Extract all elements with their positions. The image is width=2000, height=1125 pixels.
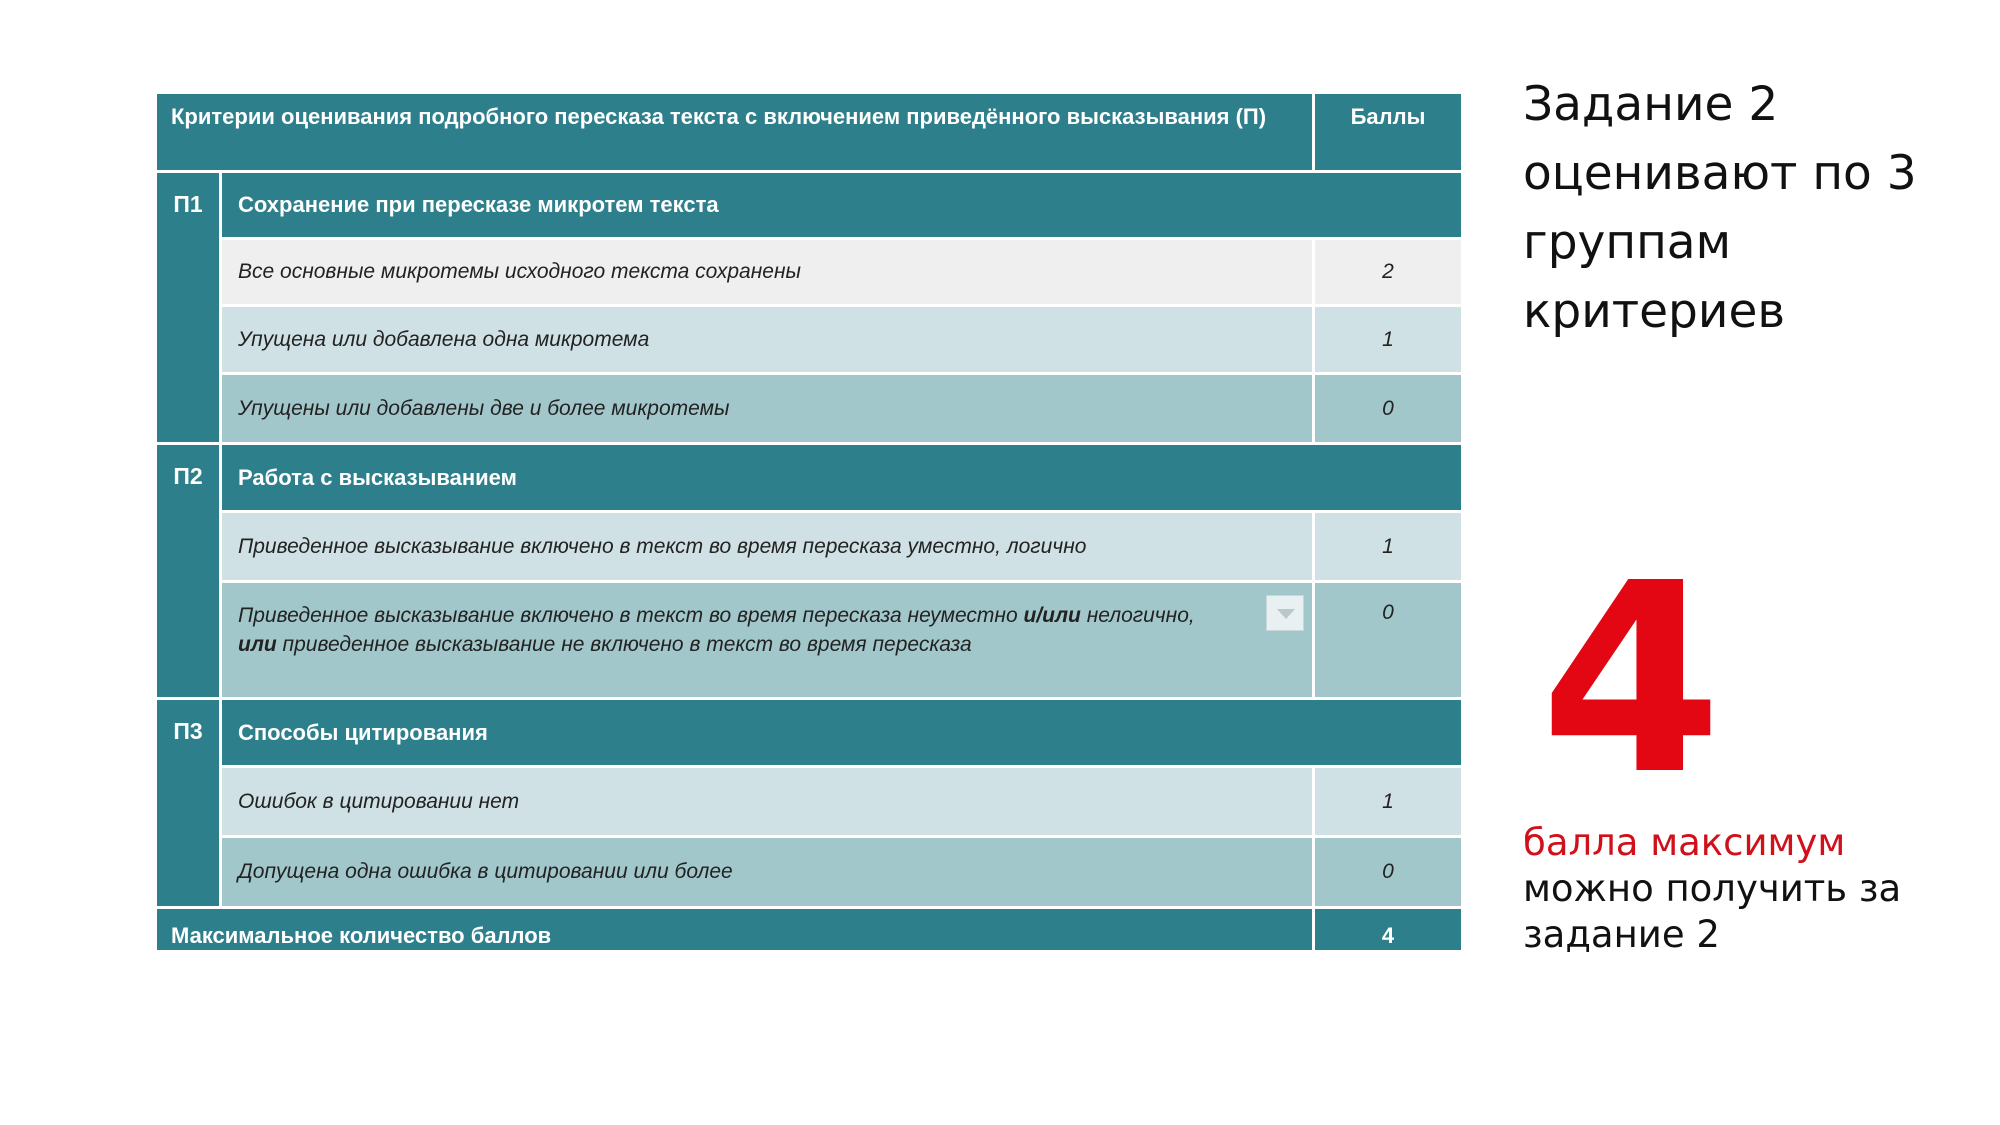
total-label: Максимальное количество баллов — [157, 909, 1312, 950]
table-header-row — [157, 94, 1461, 170]
chevron-down-icon[interactable] — [1266, 595, 1304, 631]
table-row — [222, 838, 1461, 906]
table-row — [222, 375, 1461, 442]
criterion-score: 0 — [1315, 375, 1461, 442]
table-total-row — [157, 909, 1461, 950]
table-row — [222, 307, 1461, 372]
criterion-text-bold: и/или — [1023, 604, 1081, 627]
criterion-text-bold: или — [238, 633, 277, 656]
criterion-text-part: приведенное высказывание не включено в текст во время пересказа — [276, 633, 972, 656]
criterion-text: Приведенное высказывание включено в текст во время пересказа уместно, логично — [222, 513, 1312, 580]
group-title-p2: Работа с высказыванием — [222, 445, 1461, 510]
task-heading: Задание 2 оценивают по 3 группам критериев — [1523, 77, 1917, 339]
table-title: Критерии оценивания подробного пересказа текста с включением приведённого высказывания (П) — [157, 94, 1312, 170]
group-title-p1: Сохранение при пересказе микротем текста — [222, 173, 1461, 237]
points-column-header: Баллы — [1315, 94, 1461, 170]
criterion-score: 2 — [1315, 240, 1461, 304]
criterion-score: 1 — [1315, 513, 1461, 580]
group-code-p1: П1 — [157, 173, 219, 442]
criterion-text: Все основные микротемы исходного текста сохранены — [222, 240, 1312, 304]
table-row — [222, 240, 1461, 304]
criterion-score: 0 — [1315, 583, 1461, 697]
criterion-text-part: нелогично, — [1080, 604, 1195, 627]
criterion-text: Ошибок в цитировании нет — [222, 768, 1312, 835]
group-code-p2: П2 — [157, 445, 219, 697]
criterion-score: 1 — [1315, 307, 1461, 372]
group-code-p3: П3 — [157, 700, 219, 906]
total-value: 4 — [1315, 909, 1461, 950]
criterion-score: 0 — [1315, 838, 1461, 906]
max-points-caption: балла максимум — [1523, 821, 1846, 864]
criteria-table — [157, 94, 1461, 950]
criterion-text: Упущены или добавлены две и более микротемы — [222, 375, 1312, 442]
max-points-note: можно получить за задание 2 — [1523, 867, 1902, 956]
criterion-score: 1 — [1315, 768, 1461, 835]
max-score-number: 4 — [1540, 527, 1723, 832]
criterion-text: Упущена или добавлена одна микротема — [222, 307, 1312, 372]
table-row — [222, 583, 1461, 697]
table-row — [222, 768, 1461, 835]
criterion-text: Допущена одна ошибка в цитировании или более — [222, 838, 1312, 906]
group-title-p3: Способы цитирования — [222, 700, 1461, 765]
criterion-text — [222, 583, 1312, 697]
table-row — [222, 513, 1461, 580]
criterion-text-part: Приведенное высказывание включено в текст во время пересказа неуместно — [238, 604, 1024, 627]
